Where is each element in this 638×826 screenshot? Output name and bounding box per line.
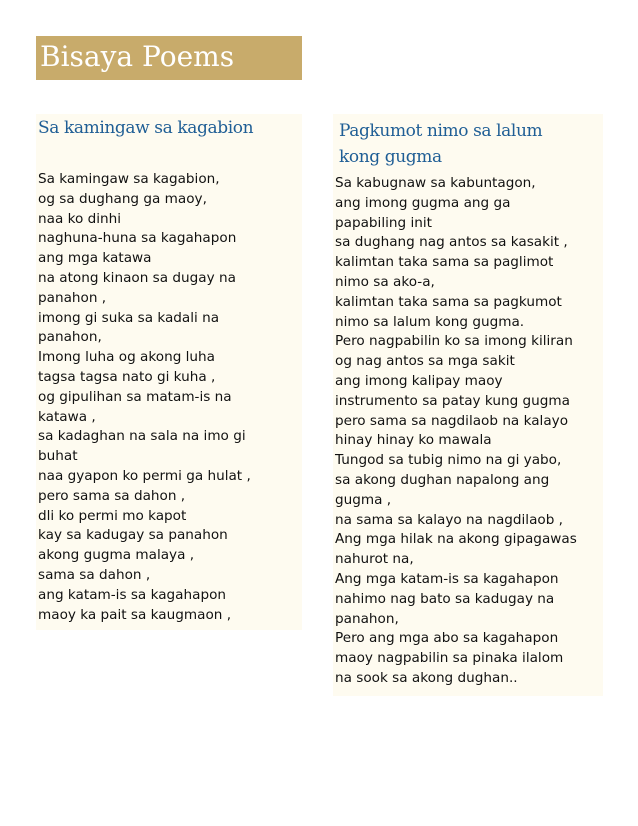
poem-line: kalimtan taka sama sa pagkumot — [335, 293, 562, 310]
poem-line: og gipulihan sa matam-is na — [38, 388, 232, 405]
poem-title-line: kong gugma — [339, 147, 442, 167]
poem-line: Ang mga hilak na akong gipagawas — [335, 531, 577, 548]
poem-body — [38, 170, 251, 625]
poem-line: pero sama sa dahon , — [38, 487, 186, 504]
poem-line: nahimo nag bato sa kadugay na — [335, 590, 555, 607]
poem-line: naa ko dinhi — [38, 210, 122, 227]
poem-line: na atong kinaon sa dugay na — [38, 269, 236, 286]
poem-line: naghuna-huna sa kagahapon — [38, 230, 237, 247]
poem-title: Sa kamingaw sa kagabion — [38, 118, 254, 138]
poem-line: maoy ka pait sa kaugmaon , — [38, 606, 232, 623]
poem-line: Sa kamingaw sa kagabion, — [38, 171, 220, 187]
poem-title — [339, 118, 542, 170]
poem-line: panahon , — [38, 289, 107, 306]
poem-line: kalimtan taka sama sa paglimot — [335, 254, 554, 271]
poem-line: imong gi suka sa kadali na — [38, 309, 220, 326]
header-banner — [36, 36, 302, 80]
poem-title-line: Pagkumot nimo sa lalum — [339, 121, 543, 141]
poem-panel-pagkumot — [333, 114, 603, 696]
poem-line: ang katam-is sa kagahapon — [38, 586, 227, 603]
poem-line: tagsa tagsa nato gi kuha , — [38, 368, 216, 385]
poem-line: sa dughang nag antos sa kasakit , — [335, 234, 568, 251]
poem-line: ang imong gugma ang ga — [335, 194, 511, 211]
poem-line: nahurot na, — [335, 551, 414, 568]
poem-line: Tungod sa tubig nimo na gi yabo, — [335, 452, 562, 469]
poem-line: katawa , — [38, 408, 96, 425]
page-title: Bisaya Poems — [40, 40, 235, 73]
poem-line: nimo sa lalum kong gugma. — [335, 313, 525, 330]
poem-line: na sook sa akong dughan.. — [335, 669, 518, 686]
poem-line: maoy nagpabilin sa pinaka ilalom — [335, 650, 564, 667]
poem-line: naa gyapon ko permi ga hulat , — [38, 467, 251, 484]
poem-line: papabiling init — [335, 214, 432, 231]
poem-line: ang mga katawa — [38, 250, 152, 267]
poem-line: gugma , — [335, 491, 392, 508]
poem-line: hinay hinay ko mawala — [335, 432, 492, 449]
poem-line: kay sa kadugay sa panahon — [38, 527, 228, 544]
poem-line: ang imong kalipay maoy — [335, 372, 503, 389]
poem-body — [335, 174, 577, 689]
poem-line: Imong luha og akong luha — [38, 349, 215, 366]
poem-line: sa akong dughan napalong ang — [335, 471, 550, 488]
poem-line: nimo sa ako-a, — [335, 273, 435, 290]
poem-panel-kamingaw — [36, 114, 302, 630]
poem-line: sama sa dahon , — [38, 566, 151, 583]
poem-line: dli ko permi mo kapot — [38, 507, 187, 524]
poem-line: pero sama sa nagdilaob na kalayo — [335, 412, 569, 429]
poem-line: instrumento sa patay kung gugma — [335, 392, 570, 409]
poem-line: Pero ang mga abo sa kagahapon — [335, 630, 559, 647]
poem-line: panahon, — [335, 610, 399, 627]
poem-line: panahon, — [38, 329, 102, 346]
poem-line: sa kadaghan na sala na imo gi — [38, 428, 246, 445]
poem-line: og sa dughang ga maoy, — [38, 190, 207, 207]
poem-line: og nag antos sa mga sakit — [335, 353, 515, 370]
poem-line: na sama sa kalayo na nagdilaob , — [335, 511, 564, 528]
poem-line: Sa kabugnaw sa kabuntagon, — [335, 175, 536, 191]
poem-line: akong gugma malaya , — [38, 547, 195, 564]
poem-line: Ang mga katam-is sa kagahapon — [335, 570, 559, 587]
poem-line: Pero nagpabilin ko sa imong kiliran — [335, 333, 573, 350]
poem-line: buhat — [38, 448, 78, 465]
